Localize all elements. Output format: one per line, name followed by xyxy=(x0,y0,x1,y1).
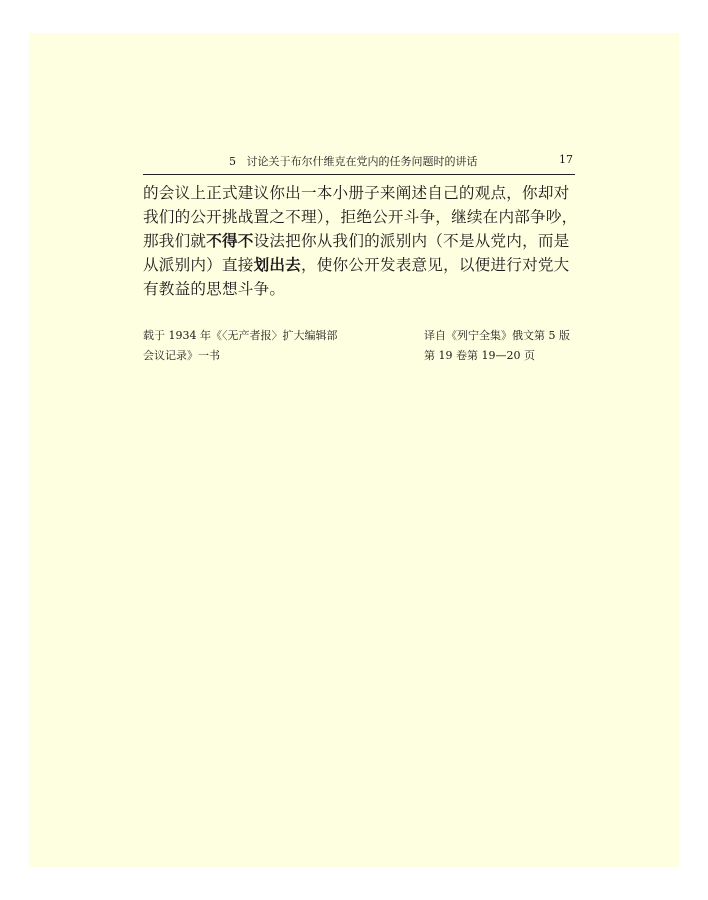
emphasized-text: 划出去 xyxy=(253,256,301,274)
translation-note xyxy=(424,326,594,366)
translation-note-line: 译自《列宁全集》俄文第 5 版 xyxy=(424,329,570,342)
text-segment: ，使你公开发表意见，以便进行对党大有教益的思想斗争。 xyxy=(143,256,570,298)
chapter-title: 讨论关于布尔什维克在党内的任务问题时的讲话 xyxy=(246,155,478,168)
chapter-number: 5 xyxy=(229,155,236,168)
translation-note-line: 第 19 卷第 19—20 页 xyxy=(424,349,535,362)
running-header xyxy=(143,150,575,175)
book-page xyxy=(29,33,679,867)
source-note-line: 会议记录》一书 xyxy=(143,349,220,362)
chapter-heading xyxy=(229,153,478,169)
source-note xyxy=(143,326,363,366)
source-note-line: 载于 1934 年《〈无产者报〉扩大编辑部 xyxy=(143,329,338,342)
text-segment: 的会议上正式建议你出一本小册子来阐述自己的观点，你却对我们的公开挑战置之不理），拒绝公开斗争，继续在内部争吵，那我们就 xyxy=(143,184,578,250)
paragraph xyxy=(143,181,583,301)
page-number: 17 xyxy=(559,153,573,166)
emphasized-text: 不得不 xyxy=(206,232,254,250)
body-text xyxy=(143,181,583,301)
text-segment: 设法把你从我们的派别内（不是从党内，而是从派别内）直接 xyxy=(143,232,570,274)
